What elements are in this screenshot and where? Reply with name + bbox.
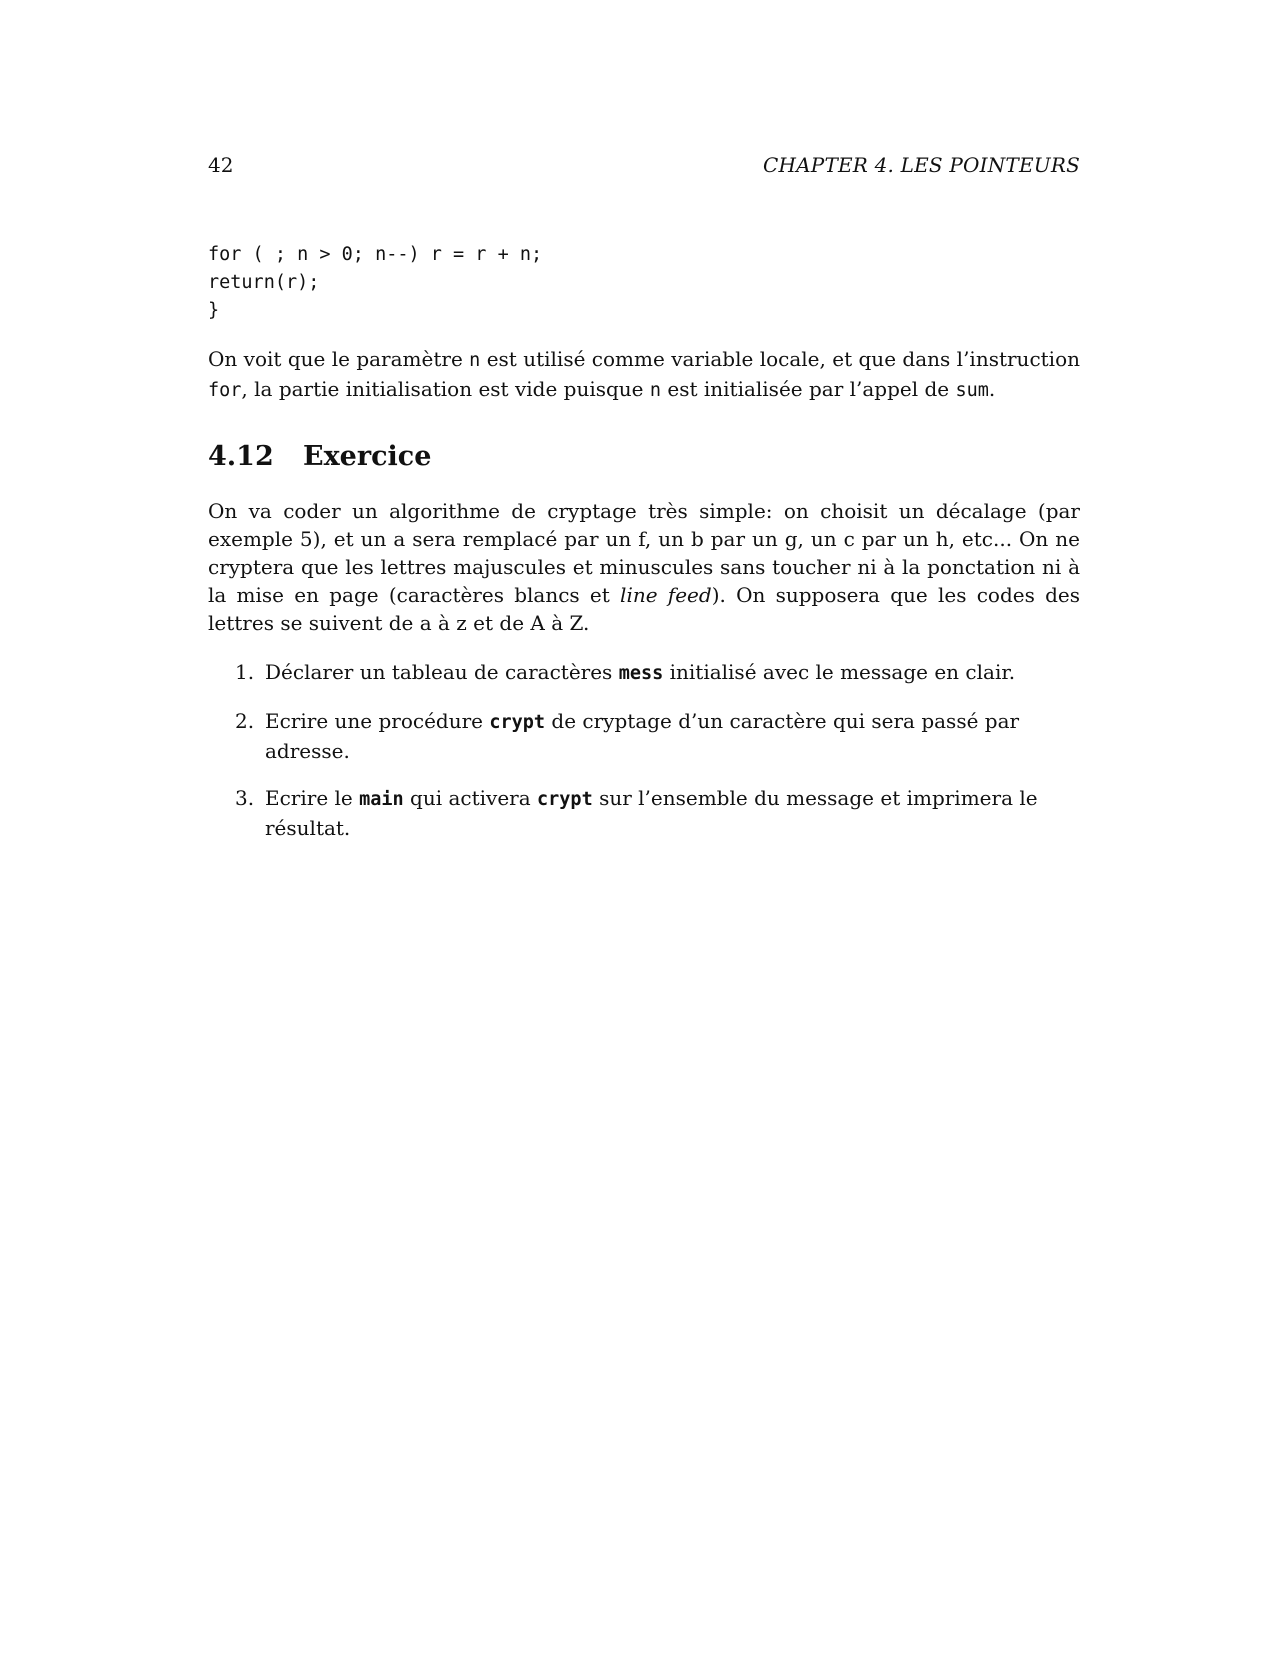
text-run: est initialisée par l’appel de (661, 377, 956, 401)
inline-code-for: for (208, 380, 242, 401)
code-line: return(r); (208, 272, 320, 293)
text-run: . (988, 377, 996, 401)
text-run: qui activera (403, 786, 538, 810)
inline-code-crypt: crypt (537, 789, 593, 810)
text-run: On va coder un algorithme de cryptage très simple: on choisit un décalage (par exemple 5), et un a sera remplacé par un f, un b par un g, un c par un h, etc... On ne cryptera que les lettres majuscules et minuscules sans toucher ni à la ponctation ni à la mise en page (caractères blancs et (208, 499, 1080, 607)
list-item-number: 1. (235, 660, 255, 684)
list-item-number: 3. (235, 786, 255, 810)
code-line: } (208, 300, 220, 321)
inline-code-crypt: crypt (489, 712, 546, 733)
text-run: Ecrire une procédure (265, 709, 490, 733)
inline-code-main: main (359, 789, 404, 810)
text-run: On voit que le paramètre (208, 347, 470, 371)
inline-code-mess: mess (618, 663, 664, 684)
code-listing (208, 241, 542, 325)
exercise-description (208, 497, 1080, 637)
text-run: Déclarer un tableau de caractères (265, 660, 619, 684)
section-heading (208, 440, 431, 474)
document-page (208, 0, 1080, 1656)
list-item (208, 707, 1080, 765)
inline-code-n: n (649, 380, 661, 401)
emphasis-line-feed: line feed (620, 583, 712, 607)
explanation-paragraph (208, 345, 1080, 405)
running-header (208, 150, 1080, 180)
page-number: 42 (208, 153, 234, 177)
section-number: 4.12 (208, 441, 274, 472)
inline-code-sum: sum (955, 380, 989, 401)
section-title: Exercice (303, 441, 432, 472)
text-run: ). On supposera que les codes des lettres se suivent de a à z et de A à Z. (208, 583, 1081, 635)
text-run: initialisé avec le message en clair. (663, 660, 1016, 684)
list-item-number: 2. (235, 709, 255, 733)
exercise-list (208, 658, 1080, 861)
text-run: Ecrire le (265, 786, 360, 810)
text-run: est utilisé comme variable locale, et que dans l’instruction (480, 347, 1080, 371)
text-run: , la partie initialisation est vide puisque (241, 377, 650, 401)
list-item (208, 784, 1080, 842)
text-run: sur l’ensemble du message et imprimera le résultat. (265, 786, 1038, 840)
text-run: de cryptage d’un caractère qui sera passé par adresse. (265, 709, 1020, 763)
code-line: for ( ; n > 0; n--) r = r + n; (208, 244, 543, 265)
chapter-title: CHAPTER 4. LES POINTEURS (763, 153, 1080, 177)
inline-code-n: n (469, 350, 481, 371)
list-item (208, 658, 1080, 688)
